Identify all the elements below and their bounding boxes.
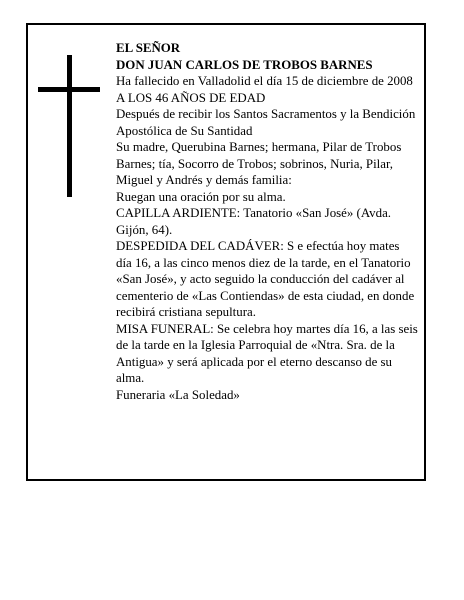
notice-text	[116, 40, 418, 403]
cross-horizontal-bar	[38, 87, 100, 92]
death-announcement: Ha fallecido en Valladolid el día 15 de diciembre de 2008	[116, 74, 413, 88]
age-line: A LOS 46 AÑOS DE EDAD	[116, 90, 266, 105]
cross-icon	[38, 55, 100, 197]
family-line: Su madre, Querubina Barnes; hermana, Pilar de Trobos Barnes; tía, Socorro de Trobos; sobrinos, Nuria, Pilar, Miguel y Andrés y demás familia:	[116, 140, 402, 187]
notice-title-line1: EL SEÑOR	[116, 41, 181, 55]
obituary-notice	[26, 23, 426, 481]
prayer-request: Ruegan una oración por su alma.	[116, 189, 286, 204]
funeral-home: Funeraria «La Soledad»	[116, 387, 240, 402]
funeral-mass-info: MISA FUNERAL: Se celebra hoy martes día 16, a las seis de la tarde en la Iglesia Parroquial de «Ntra. Sra. de la Antigua» y será aplicada por el eterno descanso de su alma.	[116, 321, 418, 385]
sacraments-line: Después de recibir los Santos Sacramentos y la Bendición Apostólica de Su Santidad	[116, 107, 416, 138]
farewell-info: DESPEDIDA DEL CADÁVER: S e efectúa hoy mates día 16, a las cinco menos diez de la tarde, en el Tanatorio «San José», y acto seguido la conducción del cadáver al cementerio de «Las Contiendas» de esta ciudad, en donde recibirá cristiana sepultura.	[116, 239, 415, 319]
chapel-info: CAPILLA ARDIENTE: Tanatorio «San José» (Avda. Gijón, 64).	[116, 206, 392, 237]
notice-title-line2: DON JUAN CARLOS DE TROBOS BARNES	[116, 57, 373, 72]
cross-vertical-bar	[67, 55, 72, 197]
